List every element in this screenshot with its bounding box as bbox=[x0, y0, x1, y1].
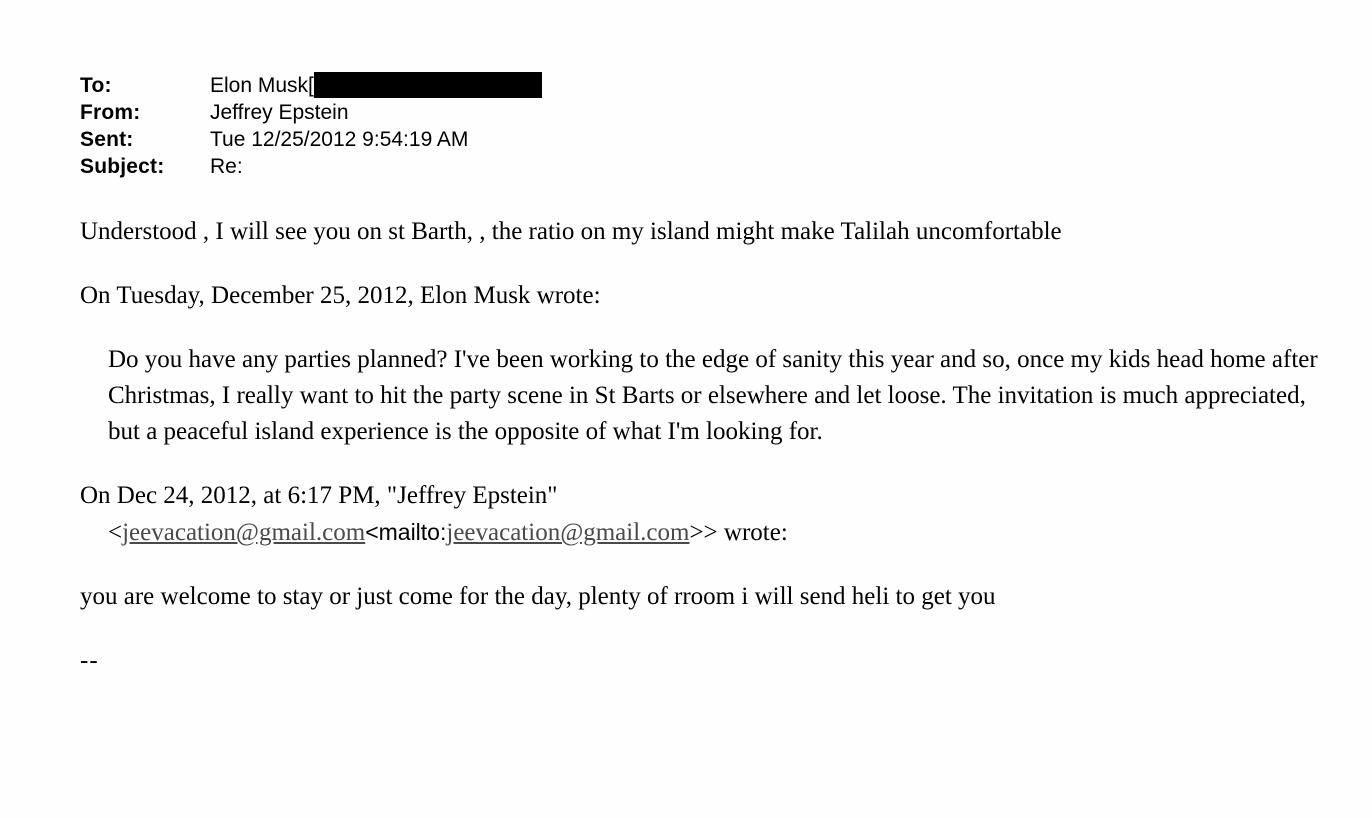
angle-open: < bbox=[108, 519, 123, 546]
original-message: you are welcome to stay or just come for the day, plenty of rroom i will send heli to get you bbox=[80, 583, 996, 610]
header-label-from: From: bbox=[80, 101, 141, 124]
signature-separator: -- bbox=[80, 647, 99, 674]
header-row-subject bbox=[80, 153, 1332, 180]
email-header-block bbox=[80, 72, 1332, 180]
quoted-message-musk: Do you have any parties planned? I've been working to the edge of sanity this year and so, once my kids head home after Christmas, I really want to hit the party scene in St Barts or elsewhere and let loose. The invitation is much appreciated, but a peaceful island experience is the opposite of what I'm looking for. bbox=[108, 346, 1318, 445]
quote-intro-epstein: On Dec 24, 2012, at 6:17 PM, "Jeffrey Epstein" bbox=[80, 482, 558, 509]
email-address-link-1[interactable]: jeevacation@gmail.com bbox=[122, 519, 366, 546]
email-body bbox=[80, 214, 1332, 679]
header-row-from bbox=[80, 99, 1332, 126]
email-address-link-2[interactable]: jeevacation@gmail.com bbox=[446, 519, 690, 546]
mailto-prefix: <mailto: bbox=[365, 519, 447, 545]
header-label-sent: Sent: bbox=[80, 128, 134, 151]
reply-text: Understood , I will see you on st Barth, , the ratio on my island might make Talilah uncomfortable bbox=[80, 218, 1062, 245]
header-value-sent: Tue 12/25/2012 9:54:19 AM bbox=[210, 128, 469, 151]
header-value-to: Elon Musk[ bbox=[210, 74, 314, 97]
header-label-to: To: bbox=[80, 74, 112, 97]
header-value-subject: Re: bbox=[210, 155, 243, 178]
quote-intro-musk: On Tuesday, December 25, 2012, Elon Musk wrote: bbox=[80, 282, 601, 309]
header-label-subject: Subject: bbox=[80, 155, 165, 178]
header-row-to bbox=[80, 72, 1332, 99]
header-value-from: Jeffrey Epstein bbox=[210, 101, 349, 124]
angle-close: >> wrote: bbox=[689, 519, 788, 546]
redaction-bar bbox=[314, 72, 542, 98]
email-address-line bbox=[80, 514, 1332, 551]
email-content bbox=[80, 72, 1332, 704]
header-row-sent bbox=[80, 126, 1332, 153]
